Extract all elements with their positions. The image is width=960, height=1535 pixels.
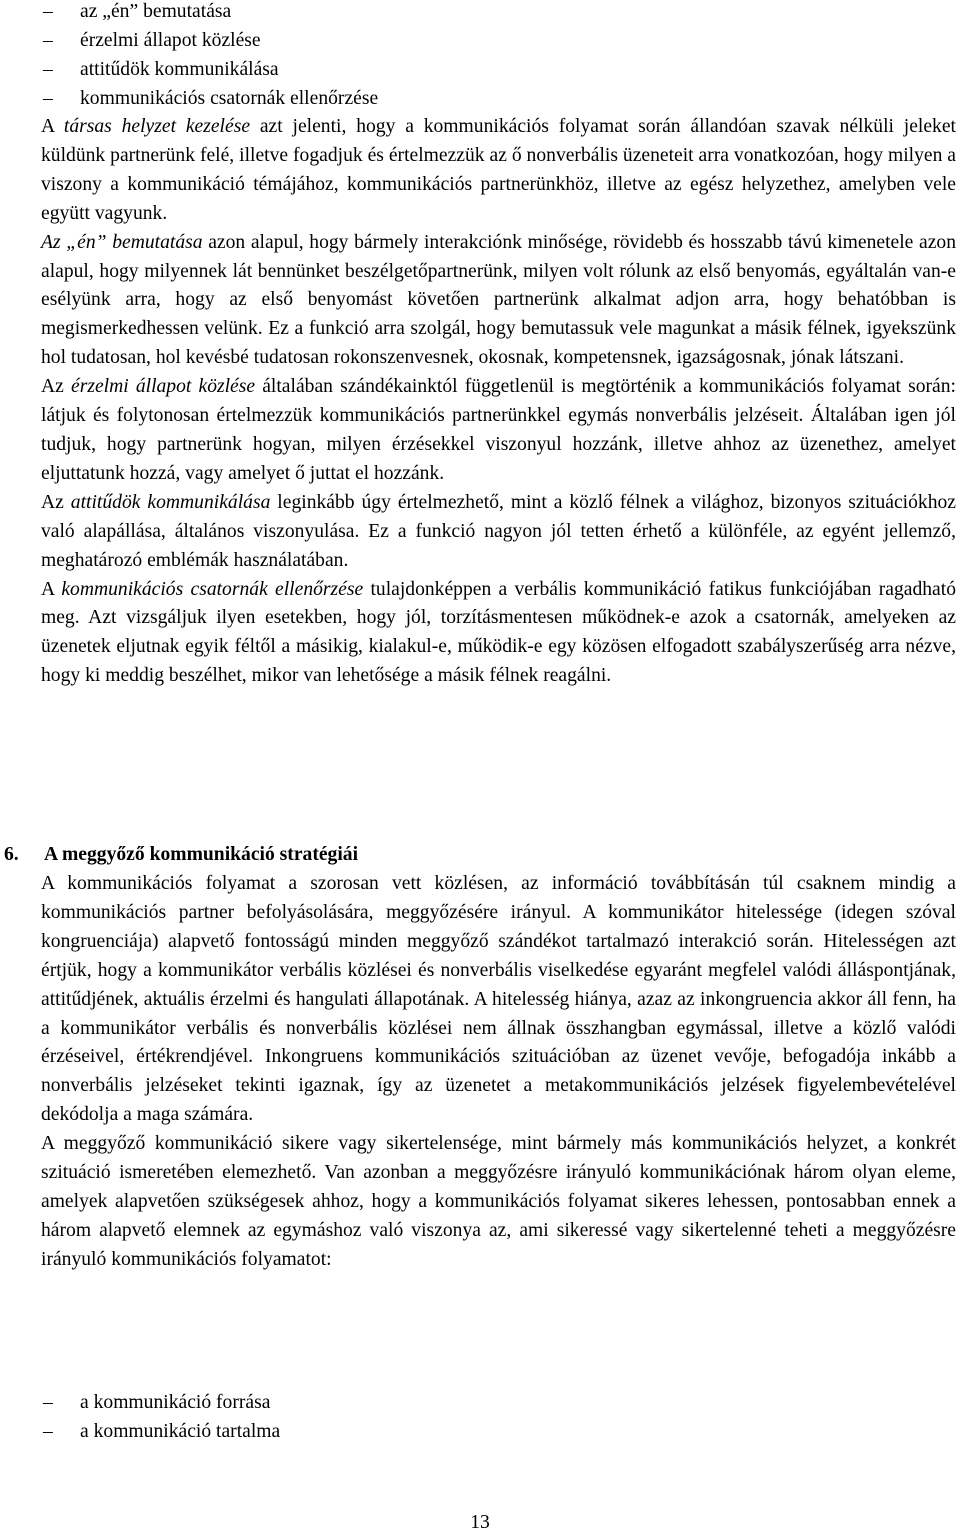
section-heading [4, 840, 358, 869]
page-number: 13 [470, 1512, 490, 1533]
list-item-text: érzelmi állapot közlése [80, 30, 261, 51]
paragraph-credibility: A kommunikációs folyamat a szorosan vett közlésen, az információ továbbításán túl csaknem mindig a kommunikációs partner befolyásolására, meggyőzésére irányul. A kommunikátor hitelessége (idegen szóval kongruenciája) alapvető fontosságú minden meggyőző szándékot tartalmazó interakció során. Hitelességen azt értjük, hogy a kommunikátor verbális közlései és nonverbális viselkedése egyaránt megfelel valódi álláspontjának, attitűdjének, aktuális érzelmi és hangulati állapotának. A hitelesség hiánya, azaz az inkongruencia akkor áll fenn, ha a kommunikátor verbális és nonverbális közlései nem állnak összhangban egymással, illetve a közlő valódi érzéseivel, értékrendjével. Inkongruens kommunikációs szituációban az üzenet vevője, befogadója inkább a nonverbális jelzéseket tekinti igaznak, így az üzenetet a metakommunikációs jelzések figyelembevételével dekódolja a maga számára. [41, 873, 956, 1126]
list-item-text: a kommunikáció forrása [80, 1392, 271, 1413]
body-section-functions [4, 113, 956, 691]
list-item [0, 1417, 960, 1446]
dash-bullet: – [43, 30, 53, 51]
list-item [0, 55, 960, 84]
para-text: Az [41, 376, 71, 398]
paragraph-persuasion-elements: A meggyőző kommunikáció sikere vagy sikertelensége, mint bármely más kommunikációs helyzet, a konkrét szituáció ismeretében elemezhető. Van azonban a meggyőzésre irányuló kommunikációnak három olyan eleme, amelyek alapvetően szükségesek ahhoz, hogy a kommunikációs folyamat sikeres lehessen, pontosabban ennek a három alapvető elemnek az egymáshoz való viszonya az, ami sikeressé vagy sikertelenné teheti a meggyőzésre irányuló kommunikációs folyamatot: [41, 1133, 956, 1270]
list-item-text: kommunikációs csatornák ellenőrzése [80, 88, 379, 109]
para-text: általában szándékainktól függetlenül is megtörténik a kommunikációs folyamat során: látjuk és folytonosan értelmezzük kommunikációs partnerünkkel egymás nonverbális jelzéseit. Általában igen jól tudjuk, hogy partnerünk hogyan, milyen érzésekkel viszonyul hozzánk, illetve ahhoz az üzenethez, amelyet eljuttatunk hozzá, vagy amelyet ő juttat el hozzánk. [41, 376, 956, 484]
section-title: A meggyőző kommunikáció stratégiái [44, 844, 359, 865]
para-text: leginkább úgy értelmezhető, mint a közlő félnek a világhoz, bizonyos szituációkhoz való alapállása, általános viszonyulása. Ez a funkció nagyon jól tetten érhető a különféle, az egyént jellemző, meghatározó emblémák használatában. [41, 491, 957, 571]
list-item [0, 26, 960, 55]
section-number: 6. [4, 844, 19, 865]
dash-bullet: – [43, 1, 53, 22]
para-term: attitűdök kommunikálása [70, 491, 271, 513]
para-term: kommunikációs csatornák ellenőrzése [61, 578, 364, 600]
dash-bullet: – [43, 1421, 53, 1442]
para-text: azon alapul, hogy bármely interakciónk minősége, rövidebb és hosszabb távú kimenetele azon alapul, hogy milyennek lát bennünket beszélgetőpartnerünk, milyen volt rólunk az első benyomás, egyáltalán van-e esélyünk arra, hogy az első benyomást követően partnerünk alkalmat adjon arra, hogy behatóbban is megismerkedhessen velünk. Ez a funkció arra szolgál, hogy bemutassuk vele magunkat a másik félnek, igyekszünk hol tudatosan, hol kevésbé tudatosan rokonszenvesnek, okosnak, kompetensnek, igazságosnak, jónak látszani. [41, 231, 956, 369]
dash-bullet: – [43, 88, 53, 109]
para-text: azt jelenti, hogy a kommunikációs folyamat során állandóan szavak nélküli jeleket küldünk partnerünk felé, illetve fogadjuk és értelmezzük az ő nonverbális üzeneteit arra vonatkozóan, hogy milyen a viszony a kommunikáció témájához, kommunikációs partnerünkhöz, illetve az egész helyzethez, amelyben vele együtt vagyunk. [41, 116, 956, 224]
dash-bullet: – [43, 59, 53, 80]
para-text: tulajdonképpen a verbális kommunikáció fatikus funkciójában ragadható meg. Azt vizsgáljuk ilyen esetekben, hogy jól, torzításmentesen működnek-e azok a csatornák, amelyeken az üzenetek eljutnak egyik féltől a másikig, kialakul-e, működik-e egy közösen elfogadott szabályszerűség arra nézve, hogy ki meddig beszélhet, mikor van lehetősége a másik félnek reagálni. [41, 578, 956, 687]
paragraph-attitudes [4, 489, 956, 576]
list-item [0, 84, 960, 113]
list-item-text: attitűdök kommunikálása [80, 59, 279, 80]
para-term: érzelmi állapot közlése [71, 376, 256, 398]
para-text: A [41, 116, 64, 137]
para-text: Az [41, 491, 71, 513]
para-term: társas helyzet kezelése [63, 116, 251, 137]
para-text: A [41, 578, 62, 600]
list-item [0, 0, 960, 26]
body-section-persuasion [4, 870, 956, 1275]
para-term: Az „én” bemutatása [41, 231, 203, 253]
list-item-text: a kommunikáció tartalma [80, 1421, 281, 1442]
paragraph-self-presentation [4, 229, 956, 374]
paragraph-channel-control [4, 576, 956, 692]
function-list [0, 0, 960, 113]
list-item [0, 1388, 960, 1417]
persuasion-element-list [0, 1388, 960, 1446]
paragraph-social-situation [4, 113, 956, 229]
dash-bullet: – [43, 1392, 53, 1413]
list-item-text: az „én” bemutatása [80, 1, 232, 22]
paragraph-emotional-state [4, 373, 956, 489]
